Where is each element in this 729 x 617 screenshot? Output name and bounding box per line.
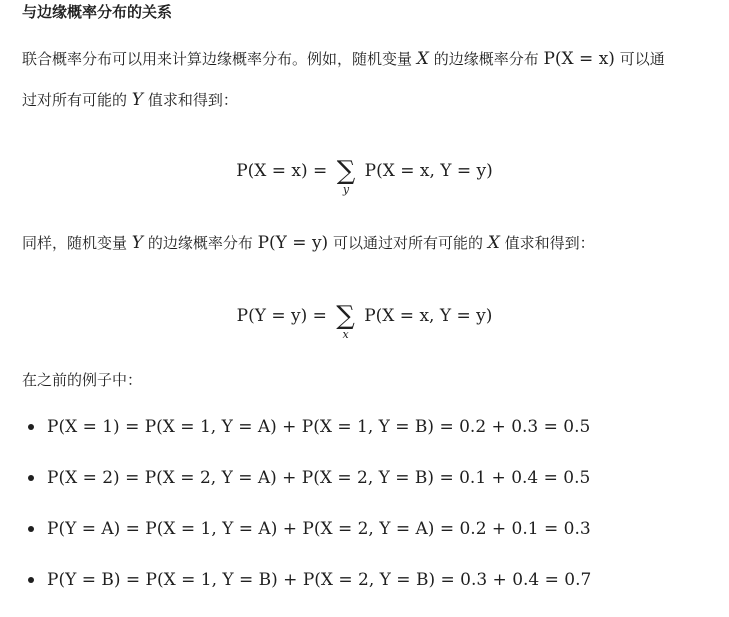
bullet-dot bbox=[28, 577, 34, 583]
bullet-dot bbox=[28, 526, 34, 532]
paragraph-1-line-2 bbox=[22, 88, 238, 112]
bullet-dot bbox=[28, 424, 34, 430]
sigma-symbol: ∑ bbox=[336, 301, 355, 331]
text-span: 的边缘概率分布 bbox=[433, 50, 539, 68]
math-variable: X bbox=[487, 233, 500, 253]
bullet-dot bbox=[28, 475, 34, 481]
list-item bbox=[28, 413, 591, 464]
text-span: 可以通 bbox=[619, 50, 665, 68]
math-variable: X bbox=[416, 49, 429, 69]
text-span: 的边缘概率分布 bbox=[147, 234, 253, 252]
paragraph-2 bbox=[22, 231, 595, 255]
list-item bbox=[28, 515, 591, 566]
section-heading: 与边缘概率分布的关系 bbox=[22, 3, 173, 21]
text-span: 值求和得到： bbox=[147, 91, 238, 109]
display-formula-2 bbox=[0, 297, 729, 341]
list-item bbox=[28, 464, 591, 515]
formula-lhs: P(Y = y) = bbox=[236, 306, 327, 326]
inline-formula: P(X = x) bbox=[543, 49, 615, 69]
math-variable: Y bbox=[131, 233, 144, 253]
example-list bbox=[28, 413, 591, 617]
text-span: 过对所有可能的 bbox=[22, 91, 128, 109]
list-item bbox=[28, 566, 591, 617]
example-formula: P(Y = B) = P(X = 1, Y = B) + P(X = 2, Y = B) = 0.3 + 0.4 = 0.7 bbox=[47, 570, 592, 590]
math-variable: Y bbox=[131, 90, 144, 110]
text-span: 同样，随机变量 bbox=[22, 234, 128, 252]
formula-rhs: P(X = x, Y = y) bbox=[364, 306, 493, 326]
example-formula: P(X = 2) = P(X = 2, Y = A) + P(X = 2, Y = B) = 0.1 + 0.4 = 0.5 bbox=[47, 468, 591, 488]
formula-rhs: P(X = x, Y = y) bbox=[364, 161, 493, 181]
paragraph-3: 在之前的例子中： bbox=[22, 371, 143, 389]
formula-lhs: P(X = x) = bbox=[236, 161, 328, 181]
summation bbox=[336, 303, 355, 341]
text-span: 值求和得到： bbox=[504, 234, 595, 252]
example-formula: P(Y = A) = P(X = 1, Y = A) + P(X = 2, Y = A) = 0.2 + 0.1 = 0.3 bbox=[47, 519, 591, 539]
sum-subscript: y bbox=[342, 183, 350, 196]
sigma-symbol: ∑ bbox=[336, 156, 356, 186]
summation bbox=[337, 158, 356, 196]
text-span: 联合概率分布可以用来计算边缘概率分布。例如，随机变量 bbox=[22, 50, 413, 68]
display-formula-1 bbox=[0, 152, 729, 196]
inline-formula: P(Y = y) bbox=[257, 233, 329, 253]
sum-subscript: x bbox=[342, 328, 349, 341]
text-span: 可以通过对所有可能的 bbox=[332, 234, 483, 252]
example-formula: P(X = 1) = P(X = 1, Y = A) + P(X = 1, Y = B) = 0.2 + 0.3 = 0.5 bbox=[47, 417, 591, 437]
paragraph-1-line-1 bbox=[22, 47, 665, 71]
